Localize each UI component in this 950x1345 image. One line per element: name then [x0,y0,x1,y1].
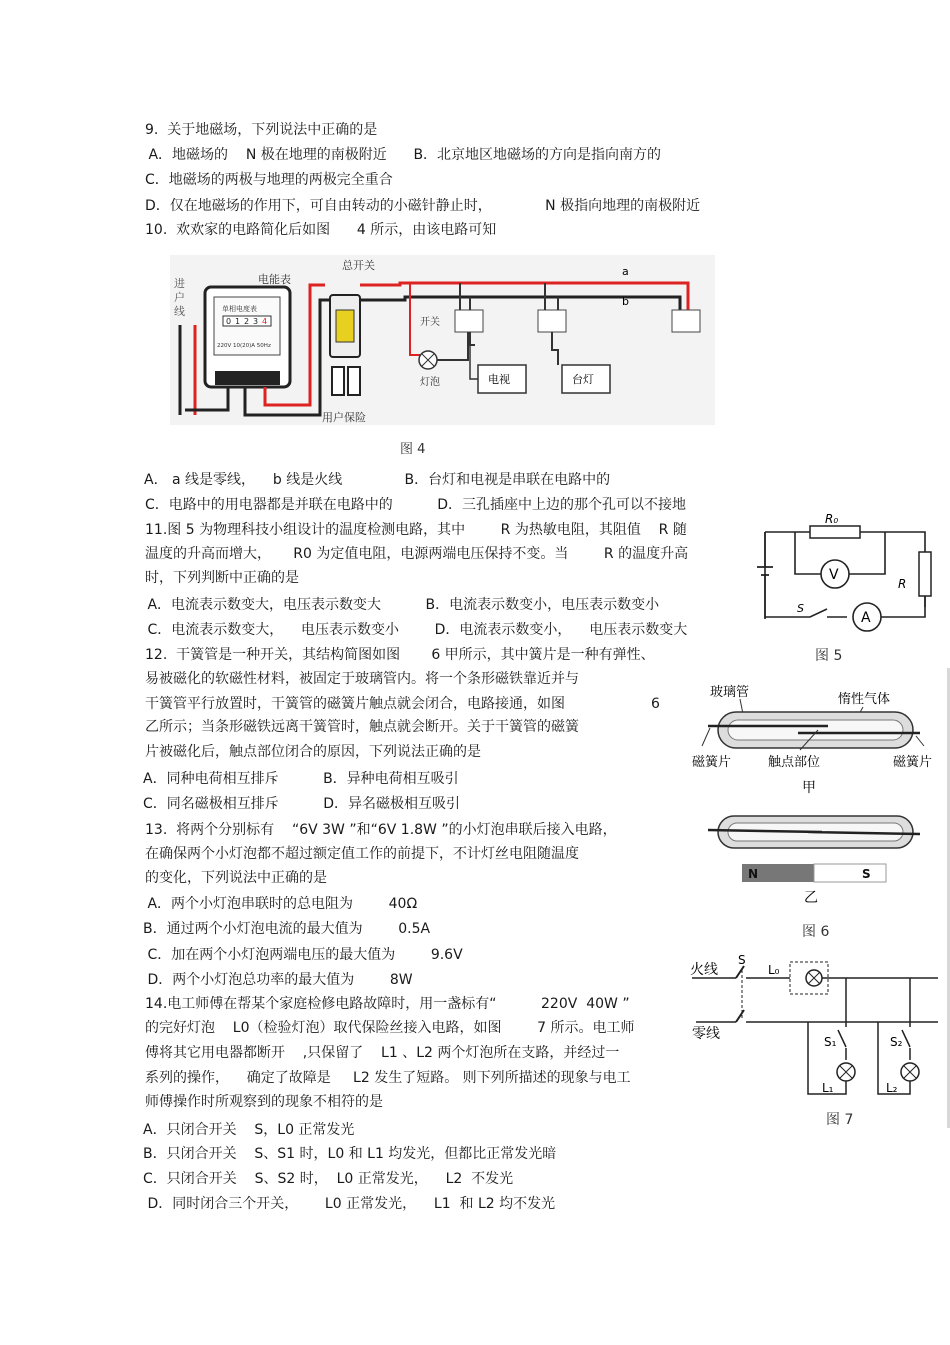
q11-line-1: 11.图 5 为物理科技小组设计的温度检测电路，其中 R 为热敏电阻，其阻值 R 随 [145,522,687,538]
q12-line-1: 12. 干簧管是一种开关，其结构简图如图 6 甲所示，其中簧片是一种有弹性、 [145,647,655,663]
fig4-meter-spec: 220V 10(20)A 50Hz [217,343,271,349]
fig6-yi-label: 乙 [804,890,818,906]
fig5-v-label: V [829,567,839,583]
fig4-caption: 图 4 [400,442,426,457]
q14-line-3: 傅将其它用电器都断开 ,只保留了 L1 、L2 两个灯泡所在支路，并经过一 [145,1045,620,1061]
q14-line-2: 的完好灯泡 L0（检验灯泡）取代保险丝接入电路，如图 7 所示。电工师 [145,1020,635,1036]
q9-option-c: C．地磁场的两极与地理的两极完全重合 [145,172,393,188]
q14-option-c: C．只闭合开关 S、S2 时， L0 正常发光， L2 不发光 [143,1171,514,1187]
q12-line-2: 易被磁化的软磁性材料，被固定于玻璃管内。将一个条形磁铁靠近并与 [145,671,579,687]
q10-option-cd: C．电路中的用电器都是并联在电路中的 D．三孔插座中上边的那个孔可以不接地 [145,497,687,513]
fig4-digit-2: 2 [244,317,250,326]
q9-stem: 9. 关于地磁场，下列说法中正确的是 [145,122,378,138]
q11-option-cd: C．电流表示数变大， 电压表示数变小 D．电流表示数变小， 电压表示数变大 [143,622,688,638]
fig4-meter-title: 单相电度表 [222,305,257,313]
figure-5-circuit [735,512,935,672]
q11-option-ab: A．电流表示数变大，电压表示数变大 B．电流表示数变小，电压表示数变小 [143,597,660,613]
fig5-r-resistor [919,552,931,596]
q11-line-3: 时，下列判断中正确的是 [145,570,299,586]
q12-option-cd: C．同名磁极相互排斥 D．异名磁极相互吸引 [143,796,461,812]
fig4-tv-label: 电视 [488,373,510,386]
q10-option-ab: A． a 线是零线， b 线是火线 B．台灯和电视是串联在电路中的 [144,472,611,488]
fig4-digit-1: 1 [235,317,241,326]
q9-option-ab: A．地磁场的 N 极在地理的南极附近 B．北京地区地磁场的方向是指向南方的 [144,147,662,163]
fig6-caption: 图 6 [802,924,830,940]
q12-line-3-figref: 6 [651,696,660,712]
fig7-l2-label: L₂ [886,1081,898,1095]
fig4-switch [455,310,483,332]
fig7-live-label: 火线 [690,962,718,978]
fig4-fuse-label: 用户保险 [322,411,366,424]
q14-option-b: B．只闭合开关 S、S1 时，L0 和 L1 均发光，但都比正常发光暗 [143,1146,557,1162]
q12-line-3: 干簧管平行放置时，干簧管的磁簧片触点就会闭合，电路接通，如图 [145,696,565,712]
fig4-meter-label: 电能表 [258,273,291,286]
fig5-caption: 图 5 [815,648,843,664]
fig7-s-label: S [738,953,746,967]
fig5-r-label: R [898,577,907,591]
q13-option-c: C．加在两个小灯泡两端电压的最大值为 9.6V [143,947,463,963]
fig6-reed-left-label: 磁簧片 [692,755,732,770]
fig4-lamp-label: 台灯 [572,373,594,386]
q10-stem: 10. 欢欢家的电路简化后如图 4 所示，由该电路可知 [145,222,497,238]
fig6-n-label: N [748,867,759,881]
fig4-bulb-label: 灯泡 [420,377,440,388]
figure-4-home-circuit [170,255,715,465]
fig7-s2-label: S₂ [890,1035,903,1049]
fig6-s-label: S [862,867,871,881]
fig7-l0-label: L₀ [768,963,780,977]
q13-line-1: 13. 将两个分别标有 “6V 3W ”和“6V 1.8W ”的小灯泡串联后接入电路， [145,822,617,838]
fig6-gas-label: 惰性气体 [838,692,891,707]
figure-6-reed-switch [688,678,940,943]
fig4-line-b: b [622,295,629,308]
fig5-a-label: A [861,610,871,626]
fig7-neutral-label: 零线 [692,1026,720,1042]
fig4-digit-0: 0 [226,317,232,326]
fig4-entry-1: 进 [174,277,185,290]
q14-line-4: 系列的操作， 确定了故障是 L2 发生了短路。 则下列所描述的现象与电工 [145,1070,631,1086]
q14-line-5: 师傅操作时所观察到的现象不相符的是 [145,1094,383,1110]
q12-line-5: 片被磁化后，触点部位闭合的原因，下列说法正确的是 [145,744,481,760]
q13-option-d: D．两个小灯泡总功率的最大值为 8W [143,972,413,988]
q12-line-4: 乙所示；当条形磁铁远离干簧管时，触点就会断开。关于干簧管的磁簧 [145,719,579,735]
fig5-s-label: S [797,602,804,615]
q13-option-b: B．通过两个小灯泡电流的最大值为 0.5A [143,921,431,937]
q14-option-d: D．同时闭合三个开关， L0 正常发光， L1 和 L2 均不发光 [143,1196,556,1212]
figure-7-test-lamp-circuit [688,952,940,1132]
fig4-switch-label: 开关 [420,317,440,328]
fig4-line-a: a [622,265,629,278]
q13-line-3: 的变化，下列说法中正确的是 [145,870,327,886]
fig4-main-switch-label: 总开关 [342,259,375,272]
fig5-r0-label: R₀ [825,512,839,526]
q11-line-2: 温度的升高而增大， R0 为定值电阻，电源两端电压保持不变。当 R 的温度升高 [145,546,689,562]
q13-option-a: A．两个小灯泡串联时的总电阻为 40Ω [143,896,418,912]
q14-line-1: 14.电工师傅在帮某个家庭检修电路故障时，用一盏标有“ 220V 40W ” [145,996,630,1012]
fig6-magnet-s [814,864,886,882]
fig6-contact-label: 触点部位 [768,755,821,770]
fig4-digit-3: 3 [253,317,259,326]
fig4-entry-3: 线 [174,305,185,318]
fig7-s1-label: S₁ [824,1035,837,1049]
q12-option-ab: A．同种电荷相互排斥 B．异种电荷相互吸引 [143,771,459,787]
q14-option-a: A．只闭合开关 S，L0 正常发光 [143,1122,355,1138]
fig6-glass-label: 玻璃管 [710,685,750,700]
fig7-l1-label: L₁ [822,1081,834,1095]
q13-line-2: 在确保两个小灯泡都不超过额定值工作的前提下，不计灯丝电阻随温度 [145,846,579,862]
fig6-reed-right-label: 磁簧片 [893,755,933,770]
q9-option-d: D．仅在地磁场的作用下，可自由转动的小磁针静止时， N 极指向地理的南极附近 [145,198,701,214]
fig5-r0-resistor [810,526,860,538]
fig7-caption: 图 7 [826,1112,854,1128]
fig6-jia-label: 甲 [802,780,816,796]
fig4-entry-2: 户 [174,291,185,304]
fig4-digit-4: 4 [262,317,268,326]
